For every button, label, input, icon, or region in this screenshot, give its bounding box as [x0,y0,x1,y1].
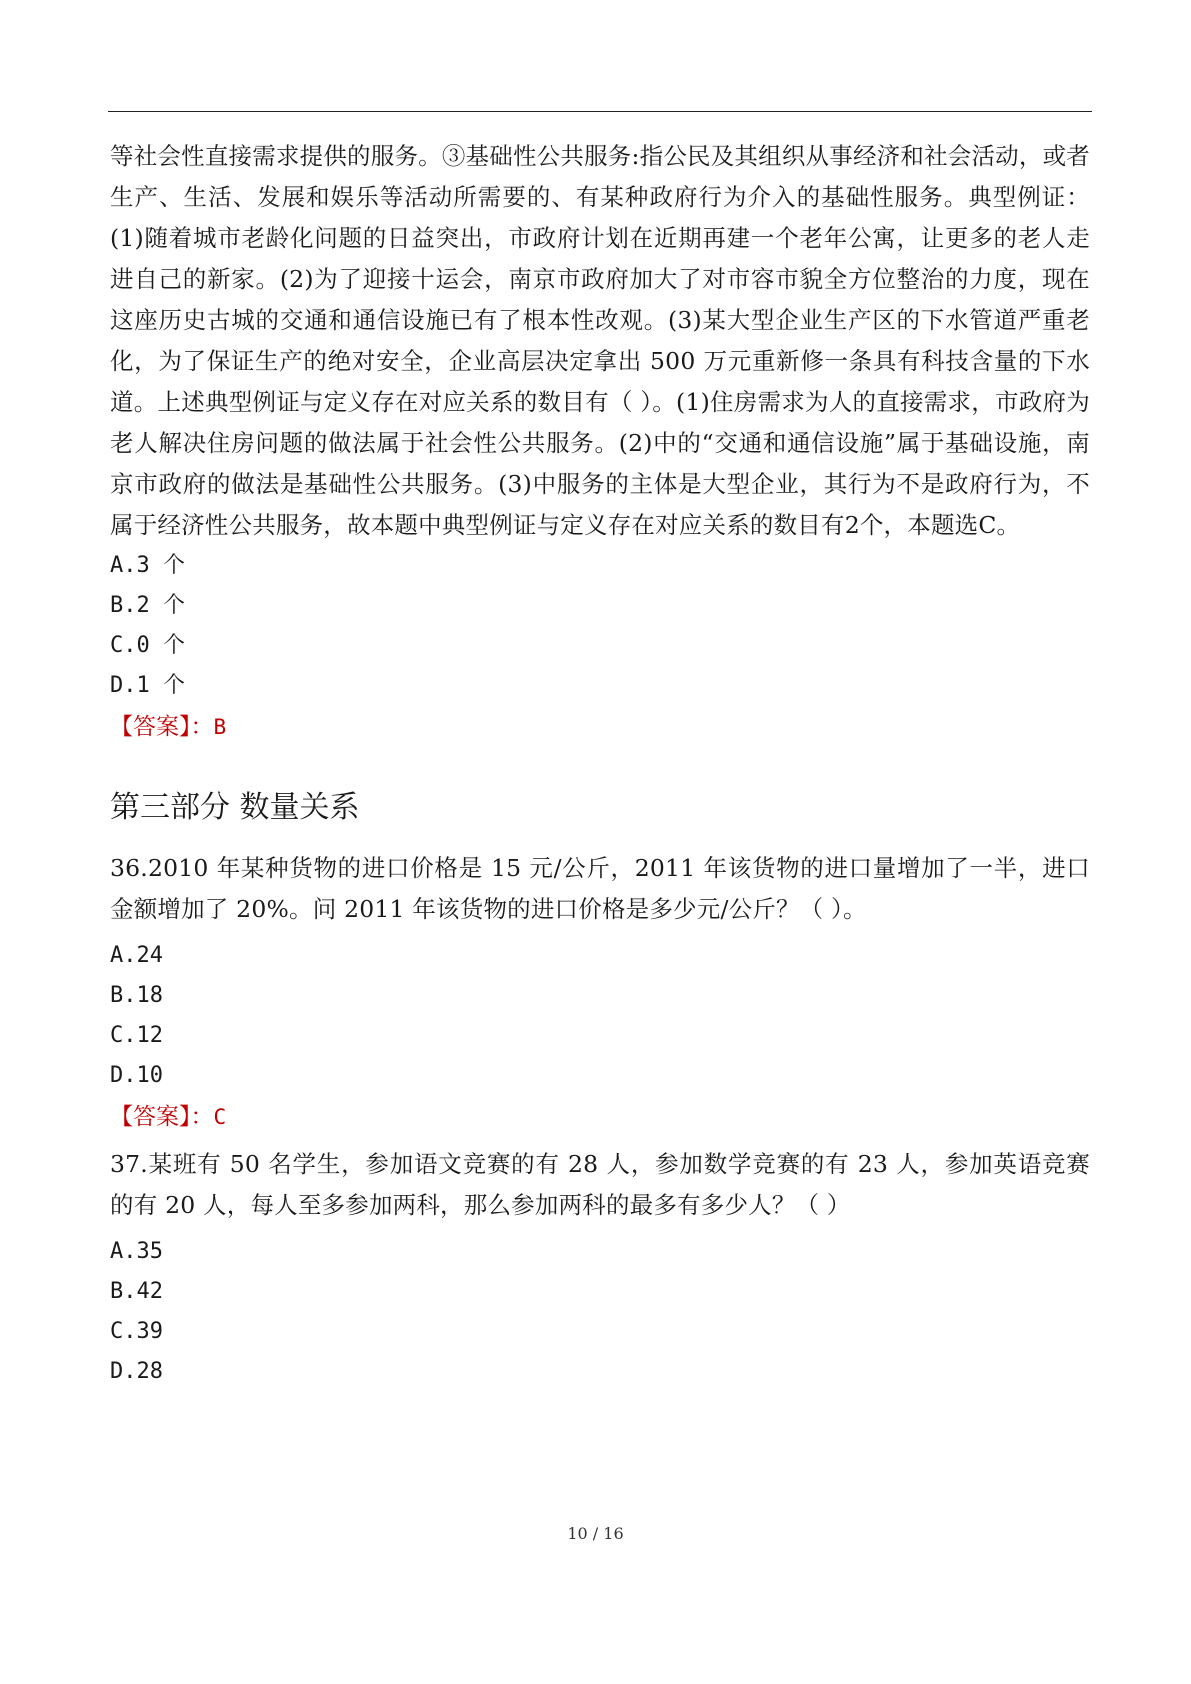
page-content [110,136,1090,1392]
answer-label: 【答案】： [110,714,214,740]
option-a: A.24 [110,943,163,968]
option-b: B.18 [110,983,163,1008]
section-title: 第三部分 数量关系 [110,790,360,825]
answer-value: C [213,1105,227,1129]
header-rule [108,111,1092,112]
page-number: 10 / 16 [567,1524,624,1543]
option-d: D.10 [110,1063,163,1088]
answer-line [110,1096,1090,1138]
answer-label: 【答案】： [110,1104,214,1130]
answer-value: B [213,715,227,739]
option-d: D.1 个 [110,673,185,698]
question-text: 等社会性直接需求提供的服务。③基础性公共服务:指公民及其组织从事经济和社会活动，或者生产、生活、发展和娱乐等活动所需要的、有某种政府行为介入的基础性服务。典型例证：(1)随着城市老龄化问题的日益突出，市政府计划在近期再建一个老年公寓，让更多的老人走进自己的新家。(2)为了迎接十运会，南京市政府加大了对市容市貌全方位整治的力度，现在这座历史古城的交通和通信设施已有了根本性改观。(3)某大型企业生产区的下水管道严重老化，为了保证生产的绝对安全，企业高层决定拿出 500 万元重新修一条具有科技含量的下水道。上述典型例证与定义存在对应关系的数目有（ ）。(1)住房需求为人的直接需求，市政府为老人解决住房问题的做法属于社会性公共服务。(2)中的“交通和通信设施”属于基础设施，南京市政府的做法是基础性公共服务。(3)中服务的主体是大型企业，其行为不是政府行为，不属于经济性公共服务，故本题中典型例证与定义存在对应关系的数目有2个，本题选C。 [110,142,1090,539]
option-c: C.39 [110,1319,163,1344]
option-a: A.3 个 [110,553,185,578]
answer-line [110,706,1090,748]
option-d: D.28 [110,1359,163,1384]
option-c: C.12 [110,1023,163,1048]
question-text: 36.2010 年某种货物的进口价格是 15 元/公斤，2011 年该货物的进口量增加了一半，进口金额增加了 20%。问 2011 年该货物的进口价格是多少元/公斤？（ ）。 [110,854,1090,923]
question-text: 37.某班有 50 名学生，参加语文竞赛的有 28 人，参加数学竞赛的有 23 人，参加英语竞赛的有 20 人，每人至多参加两科，那么参加两科的最多有多少人？（ ） [110,1150,1090,1219]
option-b: B.2 个 [110,593,185,618]
option-b: B.42 [110,1279,163,1304]
option-a: A.35 [110,1239,163,1264]
option-c: C.0 个 [110,633,185,658]
